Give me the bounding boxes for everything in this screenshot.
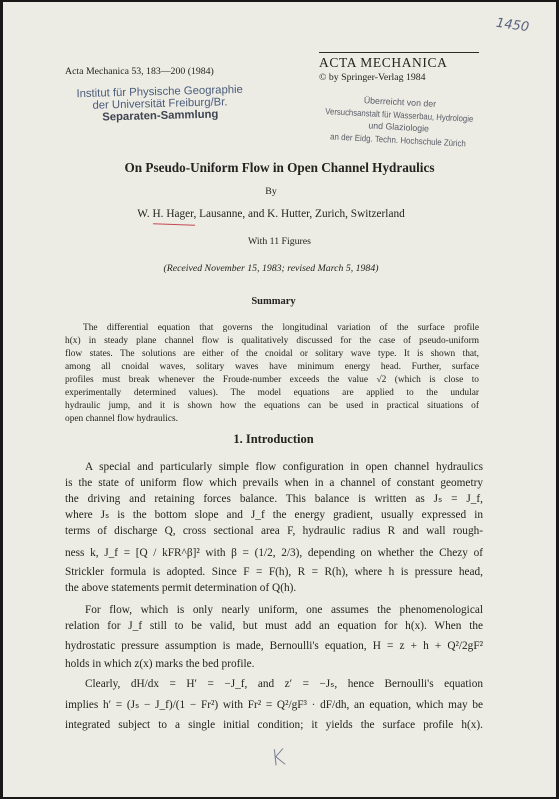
author-underline	[153, 223, 195, 225]
body-line: Strickler formula is adopted. Since F = F(h), R = R(h), where h is pressure head,	[65, 566, 483, 578]
journal-header	[319, 52, 479, 83]
stamp-line: Separaten-Sammlung	[102, 108, 219, 124]
library-stamp	[65, 84, 256, 125]
received-dates: (Received November 15, 1983; revised March 5, 1984)	[163, 263, 379, 274]
journal-citation: Acta Mechanica 53, 183—200 (1984)	[65, 66, 214, 77]
summary-line: experimentally determined values). The model equations are applied to the undular	[65, 388, 479, 398]
summary-line: hydraulic jump, and it is shown how the equations can be used in practical situations of	[65, 401, 479, 411]
publisher-line: © by Springer-Verlag 1984	[319, 72, 426, 83]
section-heading: 1. Introduction	[233, 432, 314, 446]
authors: W. H. Hager, Lausanne, and K. Hutter, Zurich, Switzerland	[137, 208, 405, 220]
body-line: relation for J_f still to be valid, but must add an equation for h(x). When the	[65, 620, 483, 632]
handwritten-mark: K	[269, 745, 287, 772]
stamp-line: und Glaziologie	[368, 120, 430, 134]
stamp-line: Institut für Physische Geographie	[76, 83, 244, 101]
body-line: hydrostatic pressure assumption is made, Bernoulli's equation, H = z + h + Q²/2gF²	[65, 640, 483, 652]
stamp-line: Überreicht von der	[363, 95, 437, 109]
figure-count: With 11 Figures	[248, 236, 311, 247]
summary-line: h(x) in steady plane channel flow is qualitatively discussed for the case of pseudo-uniform	[65, 336, 479, 346]
body-line: ness k, J_f = [Q / kFR^β]² with β = (1/2, 2/3), depending on whether the Chezy of	[65, 547, 483, 559]
summary-line: profiles must break whenever the Froude-number exceeds the value √2 (which is close to	[65, 375, 479, 385]
summary-heading: Summary	[251, 296, 296, 307]
document-page	[3, 2, 556, 797]
body-line: For flow, which is only nearly uniform, one assumes the phenomenological	[85, 604, 483, 616]
body-line: is the state of uniform flow which prevails when in a channel of constant geometry	[65, 477, 483, 489]
body-line: where Jₛ is the bottom slope and J_f the energy gradient, usually expressed in	[65, 509, 483, 521]
body-line: Clearly, dH/dx = H′ = −J_f, and z′ = −Jₛ, hence Bernoulli's equation	[85, 678, 483, 690]
stamp-line: Versuchsanstalt für Wasserbau, Hydrologie	[325, 105, 474, 124]
body-line: integrated subject to a single initial condition; it yields the surface profile h(x).	[65, 719, 483, 731]
summary-line: open channel flow hydraulics.	[65, 414, 178, 424]
stamp-line: an der Eidg. Techn. Hochschule Zürich	[329, 130, 467, 149]
paper-title: On Pseudo-Uniform Flow in Open Channel Hydraulics	[124, 160, 435, 175]
body-line: holds in which z(x) marks the bed profile.	[65, 658, 255, 670]
journal-name: ACTA MECHANICA	[319, 55, 448, 70]
summary-line: flow states. The solutions are either of the cnoidal or solitary wave type. It is shown that,	[65, 349, 479, 359]
summary-line: The differential equation that governs the longitudinal variation of the surface profile	[83, 323, 479, 333]
body-line: the above statements permit determination of Q(h).	[65, 582, 297, 594]
stamp-line: der Universität Freiburg/Br.	[92, 96, 228, 112]
body-line: A special and particularly simple flow configuration in open channel hydraulics	[85, 461, 483, 473]
byline-by: By	[265, 186, 277, 197]
body-line: implies h′ = (Jₛ − J_f)/(1 − Fr²) with Fr² = Q²/gF³ · dF/dh, an equation, which may be	[65, 699, 483, 711]
presentation-stamp	[308, 91, 490, 150]
summary-line: among all cnoidal waves, solitary waves have minimum energy head. Further, surface	[65, 362, 479, 372]
handwritten-number: 1450	[495, 15, 530, 36]
body-line: the driving and retaining forces balance. This balance is written as Jₛ = J_f,	[65, 493, 483, 505]
body-line: terms of discharge Q, cross sectional area F, hydraulic radius R and wall rough-	[65, 525, 483, 537]
